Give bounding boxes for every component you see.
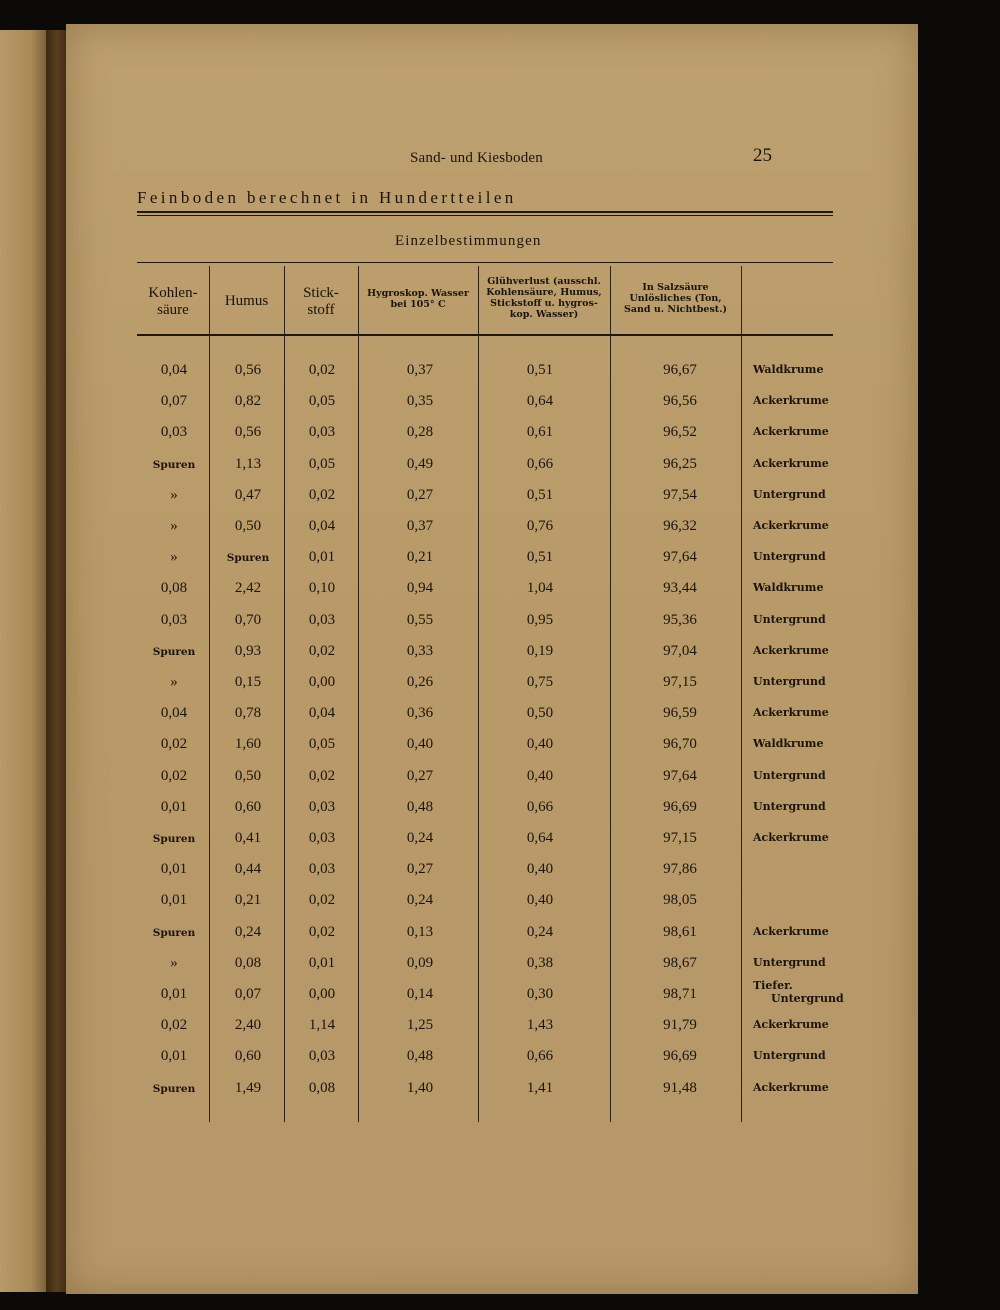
cell-k: 0,08 xyxy=(160,580,188,597)
cell-w: 0,24 xyxy=(406,830,434,846)
cell-g: 0,40 xyxy=(526,767,554,784)
cell-u: 97,86 xyxy=(663,861,697,878)
cell-s: 0,00 xyxy=(308,674,336,690)
cell-h: 0,60 xyxy=(234,798,262,815)
col-header-hygroskop-wasser xyxy=(358,289,478,311)
cell-w: 1,40 xyxy=(406,1079,434,1096)
cell-h: 0,56 xyxy=(234,424,262,441)
cell-note xyxy=(753,614,826,627)
cell-g: 1,04 xyxy=(526,580,554,597)
title-rule-top xyxy=(137,211,833,213)
page-number: 25 xyxy=(753,145,772,166)
cell-h: 0,15 xyxy=(234,674,262,690)
cell-note xyxy=(753,957,826,970)
cell-note xyxy=(753,551,826,564)
cell-s: 0,00 xyxy=(308,986,336,1002)
cell-w: 0,13 xyxy=(406,923,434,940)
cell-note xyxy=(753,770,826,783)
cell-note xyxy=(753,1082,829,1095)
cell-w: 0,35 xyxy=(406,393,434,410)
cell-k: 0,02 xyxy=(160,1017,188,1034)
cell-s: 0,03 xyxy=(308,830,336,846)
cell-k: 0,04 xyxy=(160,705,188,722)
cell-h: 0,50 xyxy=(234,518,262,534)
cell-h: 0,21 xyxy=(234,892,262,909)
cell-k: 0,04 xyxy=(160,362,188,378)
cell-s: 0,03 xyxy=(308,424,336,441)
cell-g: 0,75 xyxy=(526,674,554,690)
cell-u: 98,67 xyxy=(663,954,697,971)
note-line: Waldkrume xyxy=(753,581,824,595)
cell-h: 0,82 xyxy=(234,393,262,410)
cell-u: 96,25 xyxy=(663,455,697,472)
cell-g: 0,95 xyxy=(526,611,554,628)
cell-u: 96,70 xyxy=(663,736,697,753)
cell-k: » xyxy=(170,549,178,566)
cell-s: 0,05 xyxy=(308,393,336,410)
cell-u: 98,71 xyxy=(663,986,697,1002)
col-header-kohlensaeure xyxy=(137,285,209,320)
note-line: Waldkrume xyxy=(753,363,824,376)
cell-g: 0,66 xyxy=(526,798,554,815)
cell-note xyxy=(753,364,823,377)
cell-g: 1,43 xyxy=(526,1017,554,1034)
header-line: Kohlensäure, Humus, xyxy=(486,286,602,298)
cell-g: 0,40 xyxy=(526,892,554,909)
cell-h: 0,56 xyxy=(234,362,262,378)
cell-w: 0,24 xyxy=(406,892,434,909)
cell-k: » xyxy=(170,486,178,503)
note-line: Waldkrume xyxy=(753,737,824,751)
cell-s: 0,04 xyxy=(308,518,336,534)
header-line: Sand u. Nichtbest.) xyxy=(624,303,727,315)
cell-note xyxy=(753,395,829,408)
running-title: Sand- und Kiesboden xyxy=(410,150,543,166)
cell-note xyxy=(753,458,829,471)
group-title: Einzelbestimmungen xyxy=(395,233,542,249)
note-line: Untergrund xyxy=(753,675,826,688)
cell-w: 0,26 xyxy=(406,674,434,690)
cell-w: 0,27 xyxy=(406,767,434,784)
cell-k: 0,01 xyxy=(160,892,188,909)
cell-g: 0,38 xyxy=(526,954,554,971)
cell-u: 98,05 xyxy=(663,892,697,909)
cell-s: 0,10 xyxy=(308,580,336,597)
cell-note xyxy=(753,676,826,689)
cell-k: 0,07 xyxy=(160,393,188,410)
cell-k: 0,03 xyxy=(160,424,188,441)
cell-note xyxy=(753,707,829,720)
cell-g: 0,51 xyxy=(526,362,554,378)
cell-s: 0,02 xyxy=(308,923,336,940)
header-line: stoff xyxy=(307,302,335,319)
cell-g: 0,51 xyxy=(526,486,554,503)
cell-u: 96,52 xyxy=(663,424,697,441)
col-header-humus xyxy=(209,293,284,310)
cell-g: 0,64 xyxy=(526,830,554,846)
cell-g: 0,61 xyxy=(526,424,554,441)
cell-u: 95,36 xyxy=(663,611,697,628)
cell-h: 0,24 xyxy=(234,923,262,940)
cell-h: 0,44 xyxy=(234,861,262,878)
cell-u: 97,15 xyxy=(663,830,697,846)
cell-s: 0,03 xyxy=(308,861,336,878)
cell-k: 0,01 xyxy=(160,861,188,878)
cell-k: » xyxy=(170,674,178,690)
cell-w: 0,94 xyxy=(406,580,434,597)
header-top-rule xyxy=(137,262,833,263)
header-line: In Salzsäure xyxy=(642,282,709,293)
cell-k: Spuren xyxy=(152,1082,196,1095)
facing-page-edge xyxy=(0,30,52,1292)
cell-w: 0,55 xyxy=(406,611,434,628)
cell-note xyxy=(753,489,826,502)
header-line: säure xyxy=(157,302,189,319)
cell-u: 96,32 xyxy=(663,518,697,534)
header-line: Unlösliches (Ton, xyxy=(629,292,722,304)
cell-s: 0,02 xyxy=(308,642,336,659)
cell-h: 2,42 xyxy=(234,580,262,597)
cell-u: 97,15 xyxy=(663,674,697,690)
note-line: Ackerkrume xyxy=(753,425,829,439)
cell-k: 0,01 xyxy=(160,986,188,1002)
cell-w: 0,37 xyxy=(406,362,434,378)
cell-h: 1,49 xyxy=(234,1079,262,1096)
cell-h: Spuren xyxy=(226,552,270,565)
cell-h: 0,47 xyxy=(234,486,262,503)
cell-w: 0,48 xyxy=(406,798,434,815)
title-rule-bottom xyxy=(137,215,833,216)
cell-h: 0,93 xyxy=(234,642,262,659)
cell-w: 0,27 xyxy=(406,861,434,878)
note-line: Ackerkrume xyxy=(753,831,829,844)
cell-note xyxy=(753,738,823,751)
cell-note xyxy=(753,926,829,939)
note-line: Ackerkrume xyxy=(753,1080,829,1094)
cell-k: 0,03 xyxy=(160,611,188,628)
column-divider xyxy=(478,266,479,1122)
note-line: Ackerkrume xyxy=(753,706,829,720)
cell-s: 0,05 xyxy=(308,736,336,753)
cell-u: 91,79 xyxy=(663,1017,697,1034)
note-line: Tiefer. xyxy=(753,979,793,992)
cell-u: 96,56 xyxy=(663,393,697,410)
col-header-stickstoff xyxy=(284,285,358,320)
cell-h: 0,08 xyxy=(234,954,262,971)
cell-s: 0,02 xyxy=(308,767,336,784)
header-line: Humus xyxy=(224,293,269,309)
note-line: Untergrund xyxy=(753,612,826,626)
cell-note xyxy=(753,980,844,1005)
cell-h: 0,78 xyxy=(234,705,262,722)
cell-note xyxy=(753,1050,826,1063)
cell-s: 1,14 xyxy=(308,1017,336,1034)
cell-u: 93,44 xyxy=(663,580,697,597)
header-line: kop. Wasser) xyxy=(509,308,579,320)
header-line: Stickstoff u. hygros- xyxy=(490,297,598,309)
note-line: Untergrund xyxy=(753,550,826,564)
cell-w: 0,09 xyxy=(406,954,434,971)
cell-h: 0,07 xyxy=(234,986,262,1002)
cell-h: 0,70 xyxy=(234,611,262,628)
note-line: Ackerkrume xyxy=(753,394,829,408)
header-line: Kohlen- xyxy=(148,285,198,301)
cell-w: 0,40 xyxy=(406,736,434,753)
cell-k: 0,01 xyxy=(160,798,188,815)
cell-h: 0,41 xyxy=(234,830,262,846)
cell-note xyxy=(753,426,829,439)
cell-w: 0,14 xyxy=(406,986,434,1002)
cell-k: Spuren xyxy=(152,645,196,658)
cell-u: 97,64 xyxy=(663,549,697,566)
cell-s: 0,01 xyxy=(308,549,336,566)
col-header-unloesliches xyxy=(610,283,741,316)
cell-s: 0,02 xyxy=(308,486,336,503)
cell-k: Spuren xyxy=(152,926,196,939)
cell-u: 97,04 xyxy=(663,642,697,659)
cell-u: 98,61 xyxy=(663,923,697,940)
cell-g: 1,41 xyxy=(526,1079,554,1096)
cell-s: 0,02 xyxy=(308,892,336,909)
cell-h: 0,50 xyxy=(234,767,262,784)
note-line: Untergrund xyxy=(753,1049,826,1063)
cell-s: 0,05 xyxy=(308,455,336,472)
cell-h: 0,60 xyxy=(234,1048,262,1065)
cell-u: 97,54 xyxy=(663,486,697,503)
cell-s: 0,03 xyxy=(308,798,336,815)
cell-w: 0,33 xyxy=(406,642,434,659)
cell-h: 1,60 xyxy=(234,736,262,753)
cell-w: 0,21 xyxy=(406,549,434,566)
cell-s: 0,04 xyxy=(308,705,336,722)
note-line: Ackerkrume xyxy=(753,1018,829,1032)
note-line: Untergrund xyxy=(753,955,826,969)
note-line: Untergrund xyxy=(753,768,826,782)
cell-k: 0,01 xyxy=(160,1048,188,1065)
cell-s: 0,01 xyxy=(308,954,336,971)
cell-g: 0,64 xyxy=(526,393,554,410)
cell-g: 0,50 xyxy=(526,705,554,722)
cell-g: 0,76 xyxy=(526,518,554,534)
cell-k: 0,02 xyxy=(160,767,188,784)
cell-note xyxy=(753,801,826,814)
note-line: Ackerkrume xyxy=(753,643,829,657)
note-line: Untergrund xyxy=(753,799,826,813)
cell-h: 2,40 xyxy=(234,1017,262,1034)
cell-u: 96,69 xyxy=(663,798,697,815)
cell-w: 0,28 xyxy=(406,424,434,441)
column-divider xyxy=(610,266,611,1122)
cell-note xyxy=(753,520,829,533)
header-line: Glühverlust (ausschl. xyxy=(487,276,601,287)
cell-w: 0,27 xyxy=(406,486,434,503)
header-line: Hygroskop. Wasser xyxy=(367,288,469,299)
cell-g: 0,51 xyxy=(526,549,554,566)
cell-u: 96,59 xyxy=(663,705,697,722)
note-line: Ackerkrume xyxy=(753,456,829,470)
cell-k: 0,02 xyxy=(160,736,188,753)
cell-k: » xyxy=(170,518,178,534)
cell-u: 96,69 xyxy=(663,1048,697,1065)
cell-g: 0,40 xyxy=(526,861,554,878)
cell-u: 91,48 xyxy=(663,1079,697,1096)
note-line: Ackerkrume xyxy=(753,924,829,938)
cell-u: 97,64 xyxy=(663,767,697,784)
note-line: Ackerkrume xyxy=(753,519,829,532)
cell-u: 96,67 xyxy=(663,362,697,378)
cell-note xyxy=(753,582,823,595)
section-title: Feinboden berechnet in Hundertteilen xyxy=(137,188,517,207)
header-bottom-rule xyxy=(137,334,833,336)
cell-k: Spuren xyxy=(152,458,196,471)
note-line: Untergrund xyxy=(753,487,826,501)
cell-g: 0,24 xyxy=(526,923,554,940)
header-line: bei 105° C xyxy=(390,298,446,310)
cell-h: 1,13 xyxy=(234,455,262,472)
cell-k: Spuren xyxy=(152,833,196,845)
cell-w: 0,37 xyxy=(406,518,434,534)
cell-s: 0,02 xyxy=(308,362,336,378)
cell-note xyxy=(753,1019,829,1032)
cell-w: 0,36 xyxy=(406,705,434,722)
cell-g: 0,40 xyxy=(526,736,554,753)
cell-g: 0,19 xyxy=(526,642,554,659)
cell-g: 0,66 xyxy=(526,1048,554,1065)
cell-s: 0,03 xyxy=(308,611,336,628)
cell-w: 0,48 xyxy=(406,1048,434,1065)
cell-s: 0,03 xyxy=(308,1048,336,1065)
cell-w: 0,49 xyxy=(406,455,434,472)
cell-k: » xyxy=(170,954,178,971)
header-line: Stick- xyxy=(303,285,339,301)
cell-g: 0,66 xyxy=(526,455,554,472)
cell-s: 0,08 xyxy=(308,1079,336,1096)
cell-note xyxy=(753,645,829,658)
col-header-gluehverlust xyxy=(478,277,610,321)
cell-w: 1,25 xyxy=(406,1017,434,1034)
note-line: Untergrund xyxy=(771,991,844,1005)
cell-note xyxy=(753,832,829,845)
column-divider xyxy=(741,266,742,1122)
book-gutter xyxy=(46,30,68,1292)
cell-g: 0,30 xyxy=(526,986,554,1002)
